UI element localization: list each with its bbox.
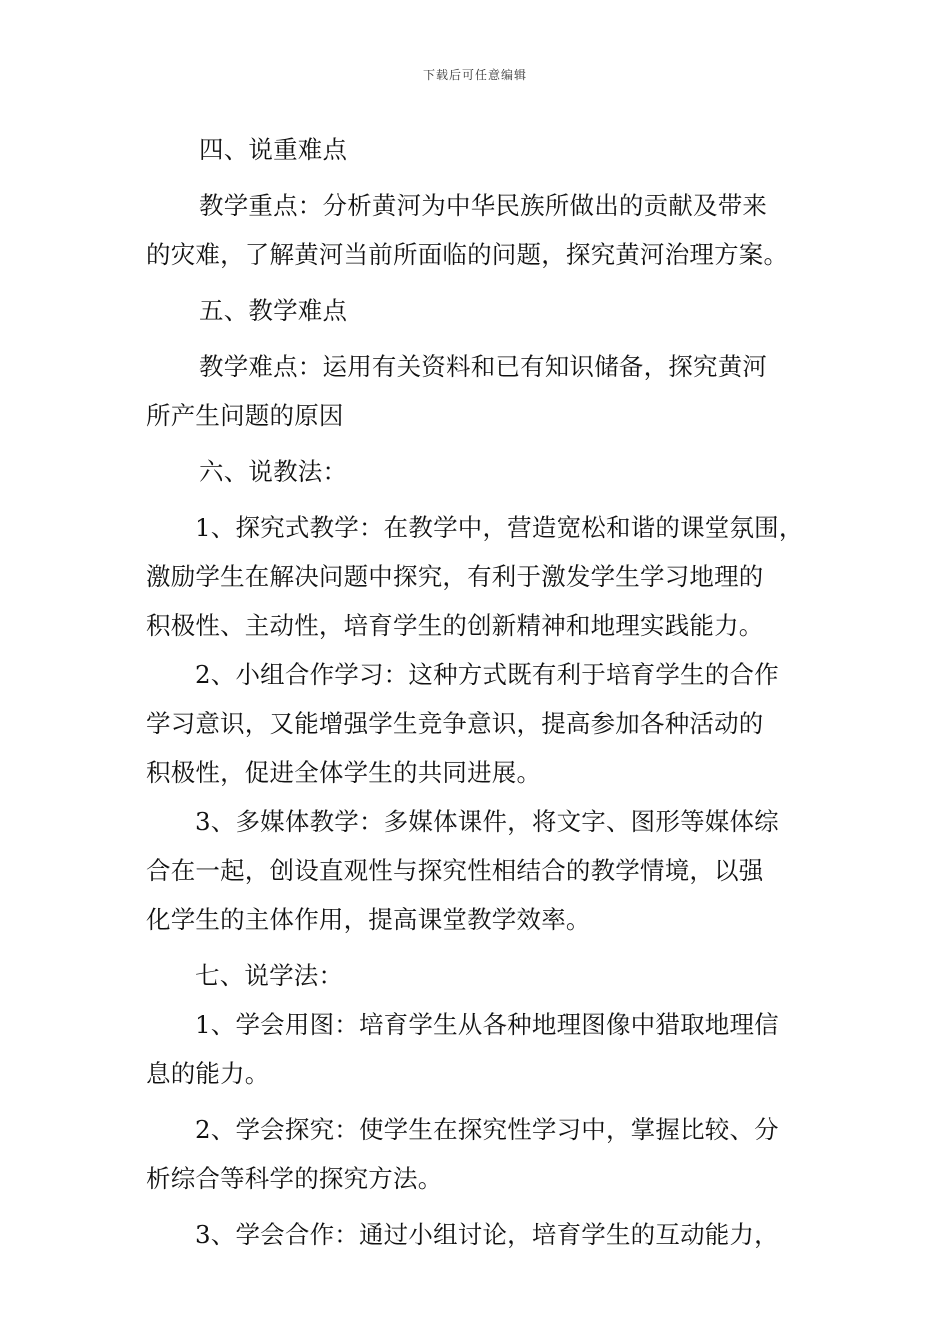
text-line: 教学重点：分析黄河为中华民族所做出的贡献及带来 [199, 191, 768, 220]
text-line: 2、学会探究：使学生在探究性学习中，掌握比较、分 [195, 1115, 779, 1144]
text-line: 的灾难，了解黄河当前所面临的问题，探究黄河治理方案。 [146, 240, 789, 269]
text-line: 1、学会用图：培育学生从各种地理图像中猎取地理信 [195, 1010, 779, 1039]
text-line: 六、说教法： [199, 457, 348, 486]
text-line: 析综合等科学的探究方法。 [146, 1164, 443, 1193]
text-line: 合在一起，创设直观性与探究性相结合的教学情境，以强 [146, 856, 764, 885]
paragraph-gap [146, 944, 830, 951]
paragraph-gap [146, 496, 830, 503]
text-line: 3、学会合作：通过小组讨论，培育学生的互动能力， [195, 1220, 779, 1249]
text-line: 2、小组合作学习：这种方式既有利于培育学生的合作 [195, 660, 779, 689]
paragraph-gap [146, 440, 830, 447]
text-line: 激励学生在解决问题中探究，有利于激发学生学习地理的 [146, 562, 764, 591]
text-line: 四、说重难点 [199, 135, 348, 164]
paragraph-gap [146, 174, 830, 181]
paragraph-gap [146, 1203, 830, 1210]
text-line: 积极性，促进全体学生的共同进展。 [146, 758, 542, 787]
text-line: 1、探究式教学：在教学中，营造宽松和谐的课堂氛围， [195, 513, 804, 542]
document-body [146, 125, 830, 1259]
paragraph-gap [146, 279, 830, 286]
paragraph-gap [146, 1098, 830, 1105]
text-line: 积极性、主动性，培育学生的创新精神和地理实践能力。 [146, 611, 764, 640]
text-line: 所产生问题的原因 [146, 401, 344, 430]
text-line: 3、多媒体教学：多媒体课件，将文字、图形等媒体综 [195, 807, 779, 836]
text-line: 息的能力。 [146, 1059, 270, 1088]
page-header-note: 下载后可任意编辑 [422, 68, 527, 82]
text-line: 教学难点：运用有关资料和已有知识储备，探究黄河 [199, 352, 768, 381]
text-line: 化学生的主体作用，提高课堂教学效率。 [146, 905, 591, 934]
text-line: 五、教学难点 [199, 296, 348, 325]
paragraph-gap [146, 335, 830, 342]
text-line: 学习意识，又能增强学生竞争意识，提高参加各种活动的 [146, 709, 764, 738]
text-line: 七、说学法： [195, 961, 344, 990]
